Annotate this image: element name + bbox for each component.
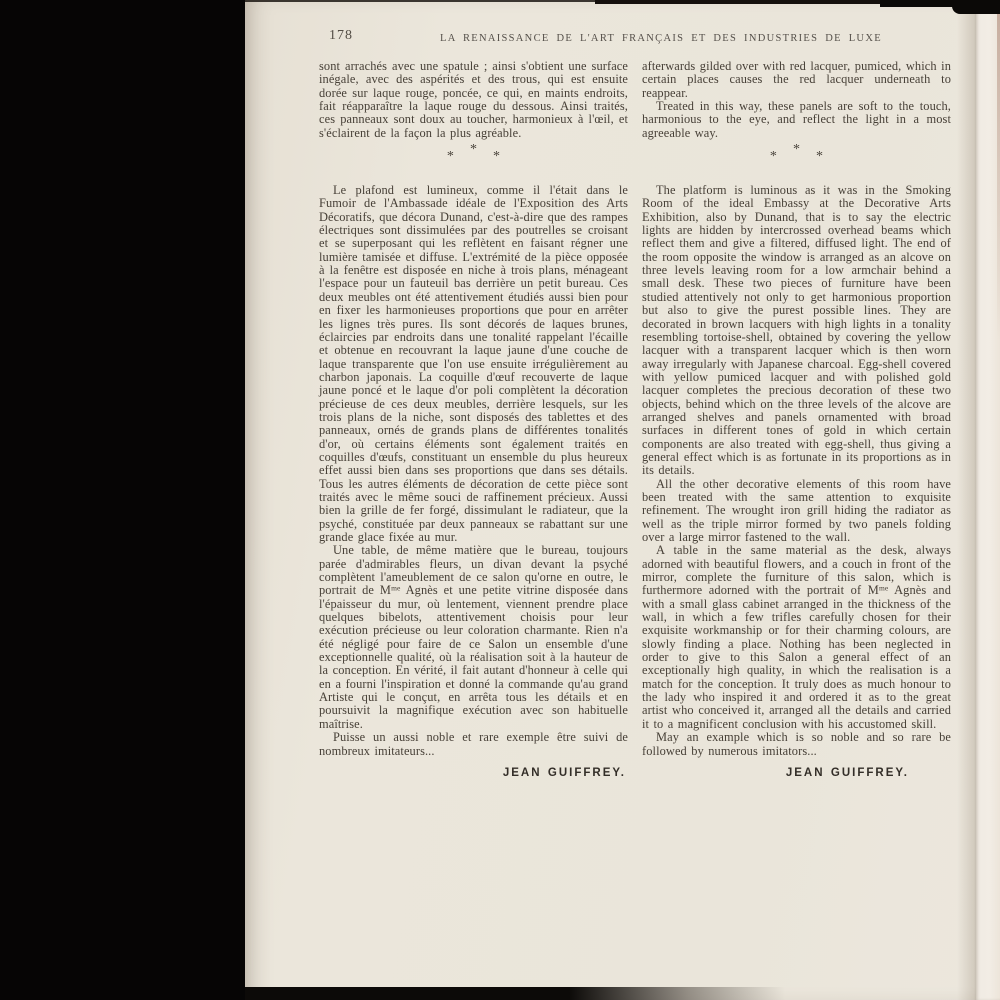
asterisk-icon: *	[769, 149, 777, 165]
asterisk-icon: *	[493, 149, 501, 165]
author-signature: JEAN GUIFFREY.	[785, 766, 909, 779]
asterisk-icon: *	[792, 142, 801, 158]
french-paragraph: sont arrachés avec une spatule ; ainsi s'obtient une surface inégale, avec des aspérités et des trous, qui est ensuite dorée sur laque rouge, poncée, ce qui, en maints endroits, fait réapparaître la laque rouge du dessous. Ainsi traités, ces panneaux sont doux au toucher, harmonieux à l'œil, et s'éclairent de la façon la plus agréable.	[319, 59, 628, 140]
running-header: LA RENAISSANCE DE L'ART FRANÇAIS ET DES INDUSTRIES DE LUXE	[440, 33, 882, 44]
english-paragraph: A table in the same material as the desk, always adorned with beautiful flowers, and a couch in front of the mirror, complete the furniture of this salon, which is furthermore adorned with the portrait of Mᵐᵉ Agnès and with a small glass cabinet arranged in the thickness of the wall, in which a few trifles carefully chosen for their exquisite workmanship or for their charming colours, are slowly finding a place. Nothing has been neglected in order to give to this Salon a general effect of an exceptionally high quality, in which the realisation is a match for the conception. It truly does as much honour to the lady who inspired it and ordered it as to the great artist who conceived it, arranged all the details and carried it to a magnificent conclusion with his accustomed skill.	[642, 543, 951, 731]
page-top-corner-shadow	[952, 0, 1000, 14]
english-paragraph: All the other decorative elements of this room have been treated with the same attention to exquisite refinement. The wrought iron grill hiding the radiator as well as the triple mirror formed by two panels folding over a large mirror fastened to the wall.	[642, 476, 951, 544]
english-paragraph: May an example which is so noble and so rare be followed by numerous imitators...	[642, 730, 951, 758]
english-column	[642, 60, 951, 780]
book-page	[245, 0, 1000, 1000]
page-crease-shadow	[957, 0, 977, 1000]
french-paragraph: Puisse un aussi noble et rare exemple être suivi de nombreux imitateurs...	[319, 730, 628, 758]
french-column	[319, 60, 628, 780]
author-signature: JEAN GUIFFREY.	[502, 766, 626, 779]
asterism-separator	[642, 142, 951, 176]
asterisk-icon: *	[816, 149, 824, 165]
page-bottom-edge-shadow	[245, 987, 785, 1000]
page-number: 178	[329, 28, 353, 43]
text-columns	[319, 60, 951, 780]
asterism-separator	[319, 142, 628, 176]
asterisk-icon: *	[446, 149, 454, 165]
english-paragraph: Treated in this way, these panels are soft to the touch, harmonious to the eye, and reflect the light in a most agreeable way.	[642, 99, 951, 140]
english-paragraph: afterwards gilded over with red lacquer, pumiced, which in certain places causes the red lacquer underneath to reappear.	[642, 59, 951, 100]
asterisk-icon: *	[469, 142, 478, 158]
french-paragraph: Une table, de même matière que le bureau, toujours parée d'admirables fleurs, un divan devant la psyché complètent l'ameublement de ce salon qu'orne en outre, le portrait de Mᵐᵉ Agnès et une petite vitrine disposée dans l'épaisseur du mur, où lentement, viennent prendre place quelques bibelots, attentivement choisis pour leur exécution précieuse ou leur coloration charmante. Rien n'a été négligé pour faire de ce Salon un ensemble d'une exceptionnelle qualité, où la réalisation soit à la hauteur de la conception. En vérité, il fait autant d'honneur à celle qui en a fourni l'inspiration et donné la commande qu'au grand Artiste qui le conçut, en arrêta tous les détails et en poursuivit la magnifique exécution avec son habituelle maîtrise.	[319, 543, 628, 731]
french-paragraph: Le plafond est lumineux, comme il l'était dans le Fumoir de l'Ambassade idéale de l'Exposition des Arts Décoratifs, que décora Dunand, c'est-à-dire que des rampes électriques sont dissimulées par des poutrelles se croisant et se superposant qui les reflètent en faisant régner une lumière tamisée et diffuse. L'extrémité de la pièce opposée à la fenêtre est disposée en niche à trois plans, ménageant l'espace pour un fauteuil bas derrière un petit bureau. Ces deux meubles ont été attentivement étudiés aussi bien pour en fixer les harmonieuses proportions que pour en arrêter les lignes très pures. Ils sont décorés de laques brunes, éclaircies par endroits dans une tonalité rappelant l'écaille et obtenue en recouvrant la laque jaune d'une couche de laque transparente que l'on use ensuite irrégulièrement au charbon japonais. La coquille d'œuf recouverte de laque jaune poncé et le laque d'or poli complètent la décoration précieuse de ces deux meubles, derrière lesquels, sur les trois plans de la niche, sont disposés des tablettes et des panneaux, ornés de grands plans de différentes tonalités d'or, où certains éléments sont également traités en coquilles d'œufs, constituant un ensemble du plus heureux effet aussi bien dans ses proportions que dans ses détails. Tous les autres éléments de décoration de cette pièce sont traités avec le même souci de raffinement précieux. Aussi bien la grille de fer forgé, dissimulant le radiateur, que la psyché, constituée par deux panneaux se rabattant sur une grande glace fixée au mur.	[319, 183, 628, 544]
english-paragraph: The platform is luminous as it was in the Smoking Room of the ideal Embassy at the Decorative Arts Exhibition, also by Dunand, that is to say the electric lights are hidden by intercrossed overhead beams which reflect them and give a filtered, diffused light. The end of the room opposite the window is arranged as an alcove on three levels leaving room for a low armchair behind a small desk. These two pieces of furniture have been studied attentively not only to get harmonious proportion but also to give the purest possible lines. They are decorated in brown lacquers with high lights in a tonality resembling tortoise-shell, obtained by covering the yellow lacquer with a transparent lacquer which is then worn away irregularly with Japanese charcoal. Egg-shell covered with yellow pumiced lacquer and with polished gold lacquer completes the precious decoration of these two objects, behind which on the three levels of the alcove are arranged shelves and panels ornamented with broad surfaces in different tones of gold in which certain components are also treated with egg-shell, thus giving a general effect which is as fortunate in its proportions as in its details.	[642, 183, 951, 478]
